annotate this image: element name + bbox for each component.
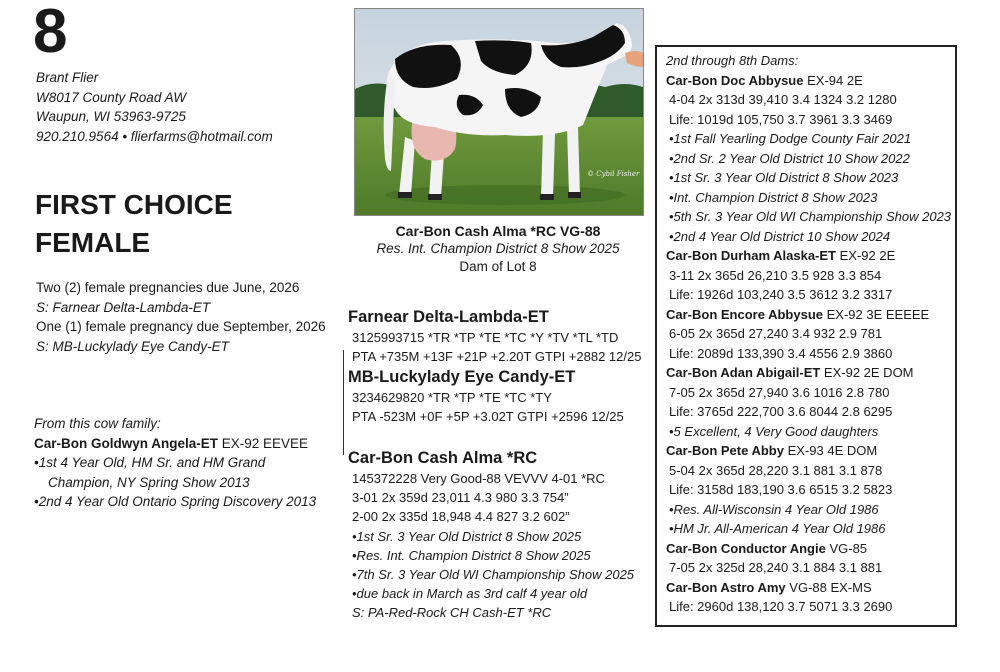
dam-2-class: EX-94 2E: [803, 72, 863, 88]
pregnancy-details: [36, 278, 326, 356]
family-cow-class: EX-92 EEVEE: [218, 435, 309, 451]
dam-4-name: Car-Bon Encore Abbysue: [666, 306, 823, 322]
pedigree-dam-2: [666, 71, 955, 91]
dam-note: •due back in March as 3rd calf 4 year old: [352, 586, 588, 602]
consignor-info: [36, 68, 273, 146]
dam-6-class: EX-93 4E DOM: [783, 443, 878, 458]
dam-note: S: PA-Red-Rock CH Cash-ET *RC: [352, 605, 552, 621]
dam-line: 3-01 2x 359d 23,011 4.3 980 3.3 754”: [352, 490, 569, 506]
cow-photo-image: [355, 9, 643, 215]
caption-title: Car-Bon Cash Alma *RC VG-88: [395, 223, 601, 239]
dam-2-note: •2nd 4 Year Old District 10 Show 2024: [669, 228, 891, 244]
family-note: •2nd 4 Year Old Ontario Spring Discovery 2013: [34, 494, 317, 509]
dam-2-note: •5th Sr. 3 Year Old WI Championship Show 2023: [669, 209, 952, 224]
dam-8-class: VG-88 EX-MS: [785, 579, 872, 595]
dam-2-record: Life: 1019d 105,750 3.7 3961 3.3 3469: [669, 111, 893, 127]
family-note: Champion, NY Spring Show 2013: [48, 474, 250, 490]
dam-line: 2-00 2x 335d 18,948 4.4 827 3.2 602”: [352, 509, 570, 525]
service-sires: [348, 306, 641, 426]
dam-note: •7th Sr. 3 Year Old WI Championship Show 2025: [352, 567, 635, 583]
cow-family: [34, 414, 316, 512]
family-note: •1st 4 Year Old, HM Sr. and HM Grand: [34, 455, 266, 470]
dam-4-record: 6-05 2x 365d 27,240 3.4 932 2.9 781: [669, 326, 883, 341]
consignor-address: W8017 County Road AW: [36, 89, 187, 105]
family-cow: [34, 434, 316, 454]
consignor-name: Brant Flier: [36, 70, 99, 85]
caption-subtitle: Res. Int. Champion District 8 Show 2025: [376, 241, 620, 256]
pedigree-box: [655, 45, 957, 627]
dam-6-record: Life: 3158d 183,190 3.6 6515 3.2 5823: [669, 482, 893, 497]
lot-number: 8: [33, 0, 68, 66]
dam-5-record: 7-05 2x 365d 27,940 3.6 1016 2.8 780: [669, 384, 890, 400]
dam-6-note: •HM Jr. All-American 4 Year Old 1986: [669, 521, 886, 536]
dam-note: •1st Sr. 3 Year Old District 8 Show 2025: [352, 528, 582, 544]
headline-line-2: FEMALE: [35, 227, 151, 258]
dam-3-name: Car-Bon Durham Alaska-ET: [666, 248, 836, 263]
dam-2-note: •1st Sr. 3 Year Old District 8 Show 2023: [669, 170, 899, 185]
pregnancy-1: Two (2) female pregnancies due June, 2026: [36, 280, 300, 295]
pregnancy-1-sire: S: Farnear Delta-Lambda-ET: [36, 299, 211, 315]
dam-5-name: Car-Bon Adan Abigail-ET: [666, 365, 821, 380]
pedigree-dam-5: [666, 363, 955, 383]
caption-note: Dam of Lot 8: [459, 259, 537, 274]
dam-8-name: Car-Bon Astro Amy: [666, 579, 786, 595]
dam-record: [348, 447, 634, 623]
sire-2-line: 3234629820 *TR *TP *TE *TC *TY: [352, 390, 552, 405]
family-cow-name: Car-Bon Goldwyn Angela-ET: [34, 435, 219, 451]
dam-2-note: •Int. Champion District 8 Show 2023: [669, 189, 878, 205]
sire-2-name: MB-Luckylady Eye Candy-ET: [348, 368, 576, 386]
dam-4-record: Life: 2089d 133,390 3.4 4556 2.9 3860: [669, 345, 893, 361]
photo-caption: [354, 222, 642, 276]
dam-7-class: VG-85: [825, 540, 868, 556]
dam-2-record: 4-04 2x 313d 39,410 3.4 1324 3.2 1280: [669, 92, 897, 107]
headline-line-1: FIRST CHOICE: [35, 189, 233, 220]
dam-7-name: Car-Bon Conductor Angie: [666, 540, 826, 556]
pedigree-dam-3: [666, 246, 955, 266]
photo-credit: © Cybil Fisher: [587, 170, 640, 178]
dam-3-record: Life: 1926d 103,240 3.5 3612 3.2 3317: [669, 287, 893, 302]
pedigree-dam-4: [666, 305, 955, 325]
consignor-city: Waupun, WI 53963-9725: [36, 109, 186, 124]
pregnancy-2: One (1) female pregnancy due September, 2026: [36, 319, 326, 334]
dam-5-note: •5 Excellent, 4 Very Good daughters: [669, 423, 879, 439]
family-intro: From this cow family:: [34, 416, 161, 431]
sire-1-name: Farnear Delta-Lambda-ET: [348, 308, 549, 326]
dam-2-note: •2nd Sr. 2 Year Old District 10 Show 2022: [669, 150, 910, 166]
dam-2-note: •1st Fall Yearling Dodge County Fair 2021: [669, 131, 912, 146]
pedigree-dam-8: [666, 578, 955, 598]
dam-7-record: 7-05 2x 325d 28,240 3.1 884 3.1 881: [669, 560, 883, 575]
pregnancy-2-sire: S: MB-Luckylady Eye Candy-ET: [36, 338, 229, 354]
sire-2-line: PTA -523M +0F +5P +3.02T GTPI +2596 12/25: [352, 409, 624, 424]
lot-headline: [35, 186, 233, 262]
dam-6-note: •Res. All-Wisconsin 4 Year Old 1986: [669, 501, 879, 517]
dam-2-name: Car-Bon Doc Abbysue: [666, 72, 804, 88]
dam-6-record: 5-04 2x 365d 28,220 3.1 881 3.1 878: [669, 462, 883, 478]
dam-4-class: EX-92 3E EEEEE: [823, 306, 930, 322]
dam-3-record: 3-11 2x 365d 26,210 3.5 928 3.3 854: [669, 267, 882, 283]
dam-8-record: Life: 2960d 138,120 3.7 5071 3.3 2690: [669, 599, 893, 614]
dam-note: •Res. Int. Champion District 8 Show 2025: [352, 547, 591, 563]
cow-photo: [354, 8, 644, 216]
sire-1-line: 3125993715 *TR *TP *TE *TC *Y *TV *TL *TD: [352, 330, 619, 345]
dam-6-name: Car-Bon Pete Abby: [666, 443, 784, 458]
pedigree-dam-6: [666, 441, 955, 461]
dam-name: Car-Bon Cash Alma *RC: [348, 449, 538, 467]
pedigree-dam-7: [666, 539, 955, 559]
sire-1-line: PTA +735M +13F +21P +2.20T GTPI +2882 12/25: [352, 349, 642, 364]
divider: [343, 350, 344, 455]
dam-5-record: Life: 3765d 222,700 3.6 8044 2.8 6295: [669, 404, 893, 419]
dam-line: 145372228 Very Good-88 VEVVV 4-01 *RC: [352, 471, 605, 486]
dam-5-class: EX-92 2E DOM: [820, 365, 914, 380]
dam-3-class: EX-92 2E: [836, 248, 896, 263]
pedigree-heading: 2nd through 8th Dams:: [666, 53, 799, 68]
consignor-contact: 920.210.9564 • flierfarms@hotmail.com: [36, 128, 273, 144]
